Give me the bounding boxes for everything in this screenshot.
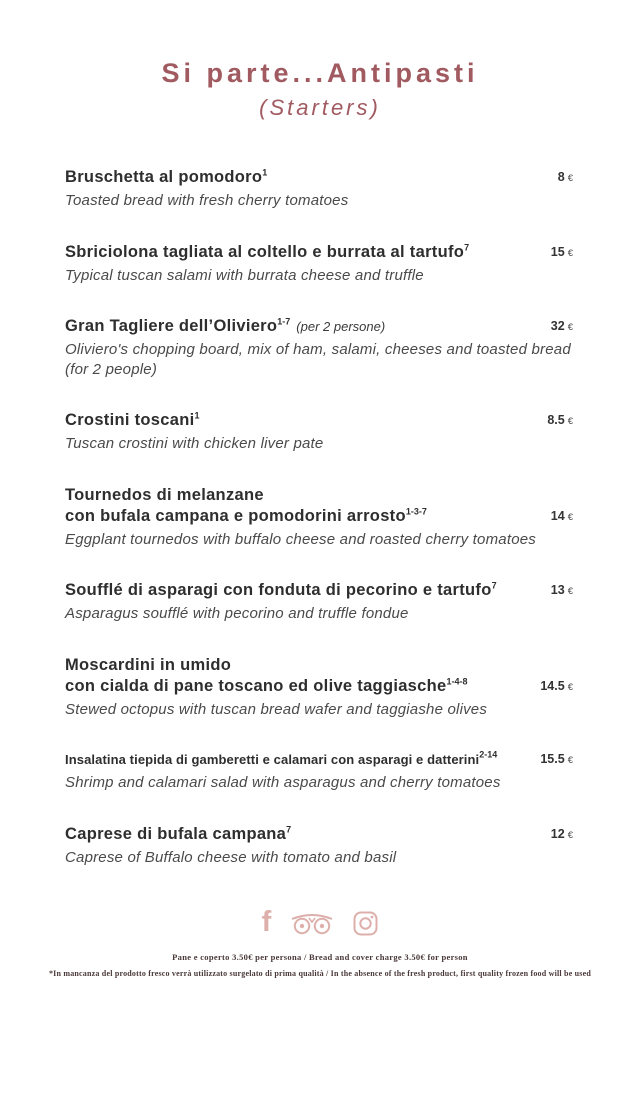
price-value: 8.5 (547, 413, 565, 427)
item-price (540, 677, 573, 697)
item-name (65, 750, 530, 770)
item-price (551, 581, 573, 601)
menu-item (65, 485, 573, 550)
price-value: 12 (550, 826, 565, 841)
allergen-superscript: 2-14 (479, 749, 498, 760)
allergen-superscript: 1-7 (277, 316, 291, 327)
item-name (65, 580, 541, 601)
menu-item (65, 167, 573, 211)
item-price (540, 750, 573, 770)
price-value: 8 (557, 170, 565, 184)
price-value: 14.5 (540, 678, 565, 693)
item-note: (per 2 persone) (296, 319, 386, 334)
euro-sign: € (567, 416, 573, 427)
item-name-text: Tournedos di melanzane con bufala campana e pomodorini arrosto (65, 485, 406, 525)
item-description: Toasted bread with fresh cherry tomatoes (65, 192, 349, 209)
item-name (65, 242, 541, 263)
menu-item (65, 750, 573, 793)
menu-page (0, 58, 640, 978)
euro-sign: € (567, 681, 573, 693)
euro-sign: € (567, 173, 573, 184)
item-name-text: Soufflé di asparagi con fonduta di pecorino e tartufo (65, 581, 492, 599)
allergen-superscript: 1 (262, 167, 268, 178)
item-name-text: Caprese di bufala campana (65, 824, 287, 843)
page-subtitle: (Starters) (259, 95, 381, 120)
allergen-superscript: 7 (464, 242, 470, 253)
item-name-text: Gran Tagliere dell’Oliviero (65, 317, 278, 335)
item-name (65, 824, 541, 845)
frozen-product-note: *In mancanza del prodotto fresco verrà utilizzato surgelato di prima qualità / In the absence of the fresh product, first quality frozen food will be used (48, 969, 592, 978)
social-links-row (0, 907, 640, 939)
item-name-text: Crostini toscani (65, 411, 195, 429)
item-name-text: Insalatina tiepida di gamberetti e calamari con asparagi e datterini (65, 752, 480, 767)
price-value: 32 (550, 319, 565, 333)
allergen-superscript: 1 (194, 410, 200, 421)
allergen-superscript: 7 (286, 824, 292, 835)
item-description: Shrimp and calamari salad with asparagus and cherry tomatoes (65, 774, 501, 791)
item-name-text: Bruschetta al pomodoro (65, 168, 263, 186)
euro-sign: € (567, 247, 573, 259)
allergen-superscript: 7 (491, 580, 497, 591)
item-price (551, 825, 573, 845)
item-price (551, 243, 573, 263)
item-description: Oliviero's chopping board, mix of ham, salami, cheeses and toasted bread (for 2 people) (65, 341, 571, 378)
price-value: 15.5 (540, 752, 565, 766)
instagram-icon[interactable] (353, 911, 378, 936)
item-name (65, 655, 530, 697)
item-name-text: Sbriciolona tagliata al coltello e burrata al tartufo (65, 242, 465, 261)
menu-item (65, 410, 573, 454)
allergen-superscript: 1-3-7 (405, 506, 427, 517)
item-description: Stewed octopus with tuscan bread wafer and taggiashe olives (65, 700, 488, 718)
item-description: Tuscan crostini with chicken liver pate (65, 435, 324, 452)
price-value: 13 (550, 583, 565, 597)
item-price (547, 411, 573, 431)
facebook-icon[interactable]: f (261, 905, 272, 938)
menu-item (65, 242, 573, 286)
item-name (65, 167, 548, 188)
tripadvisor-icon[interactable] (289, 910, 335, 937)
item-price (551, 317, 573, 337)
euro-sign: € (567, 755, 573, 766)
menu-item (65, 655, 573, 720)
item-name-text: Moscardini in umido con cialda di pane toscano ed olive taggiasche (65, 655, 447, 695)
menu-item (65, 316, 573, 379)
item-price (551, 507, 573, 527)
item-description: Asparagus soufflé with pecorino and truffle fondue (65, 605, 409, 622)
price-value: 14 (550, 508, 565, 523)
item-name (65, 410, 537, 431)
cover-charge-note: Pane e coperto 3.50€ per persona / Bread and cover charge 3.50€ for person (172, 952, 468, 962)
price-value: 15 (550, 244, 565, 259)
allergen-superscript: 1-4-8 (446, 676, 468, 687)
item-name (65, 485, 541, 527)
footer-notes (0, 952, 640, 978)
euro-sign: € (567, 586, 573, 597)
item-description: Typical tuscan salami with burrata cheese and truffle (65, 266, 424, 284)
page-title: Si parte...Antipasti (161, 58, 479, 88)
item-description: Eggplant tournedos with buffalo cheese and roasted cherry tomatoes (65, 530, 536, 548)
euro-sign: € (567, 829, 573, 841)
menu-item (65, 824, 573, 868)
menu-items-list (0, 167, 640, 867)
item-name (65, 316, 541, 337)
euro-sign: € (567, 511, 573, 523)
item-price (558, 168, 573, 188)
menu-item (65, 580, 573, 624)
item-description: Caprese of Buffalo cheese with tomato and basil (65, 848, 397, 866)
euro-sign: € (567, 322, 573, 333)
